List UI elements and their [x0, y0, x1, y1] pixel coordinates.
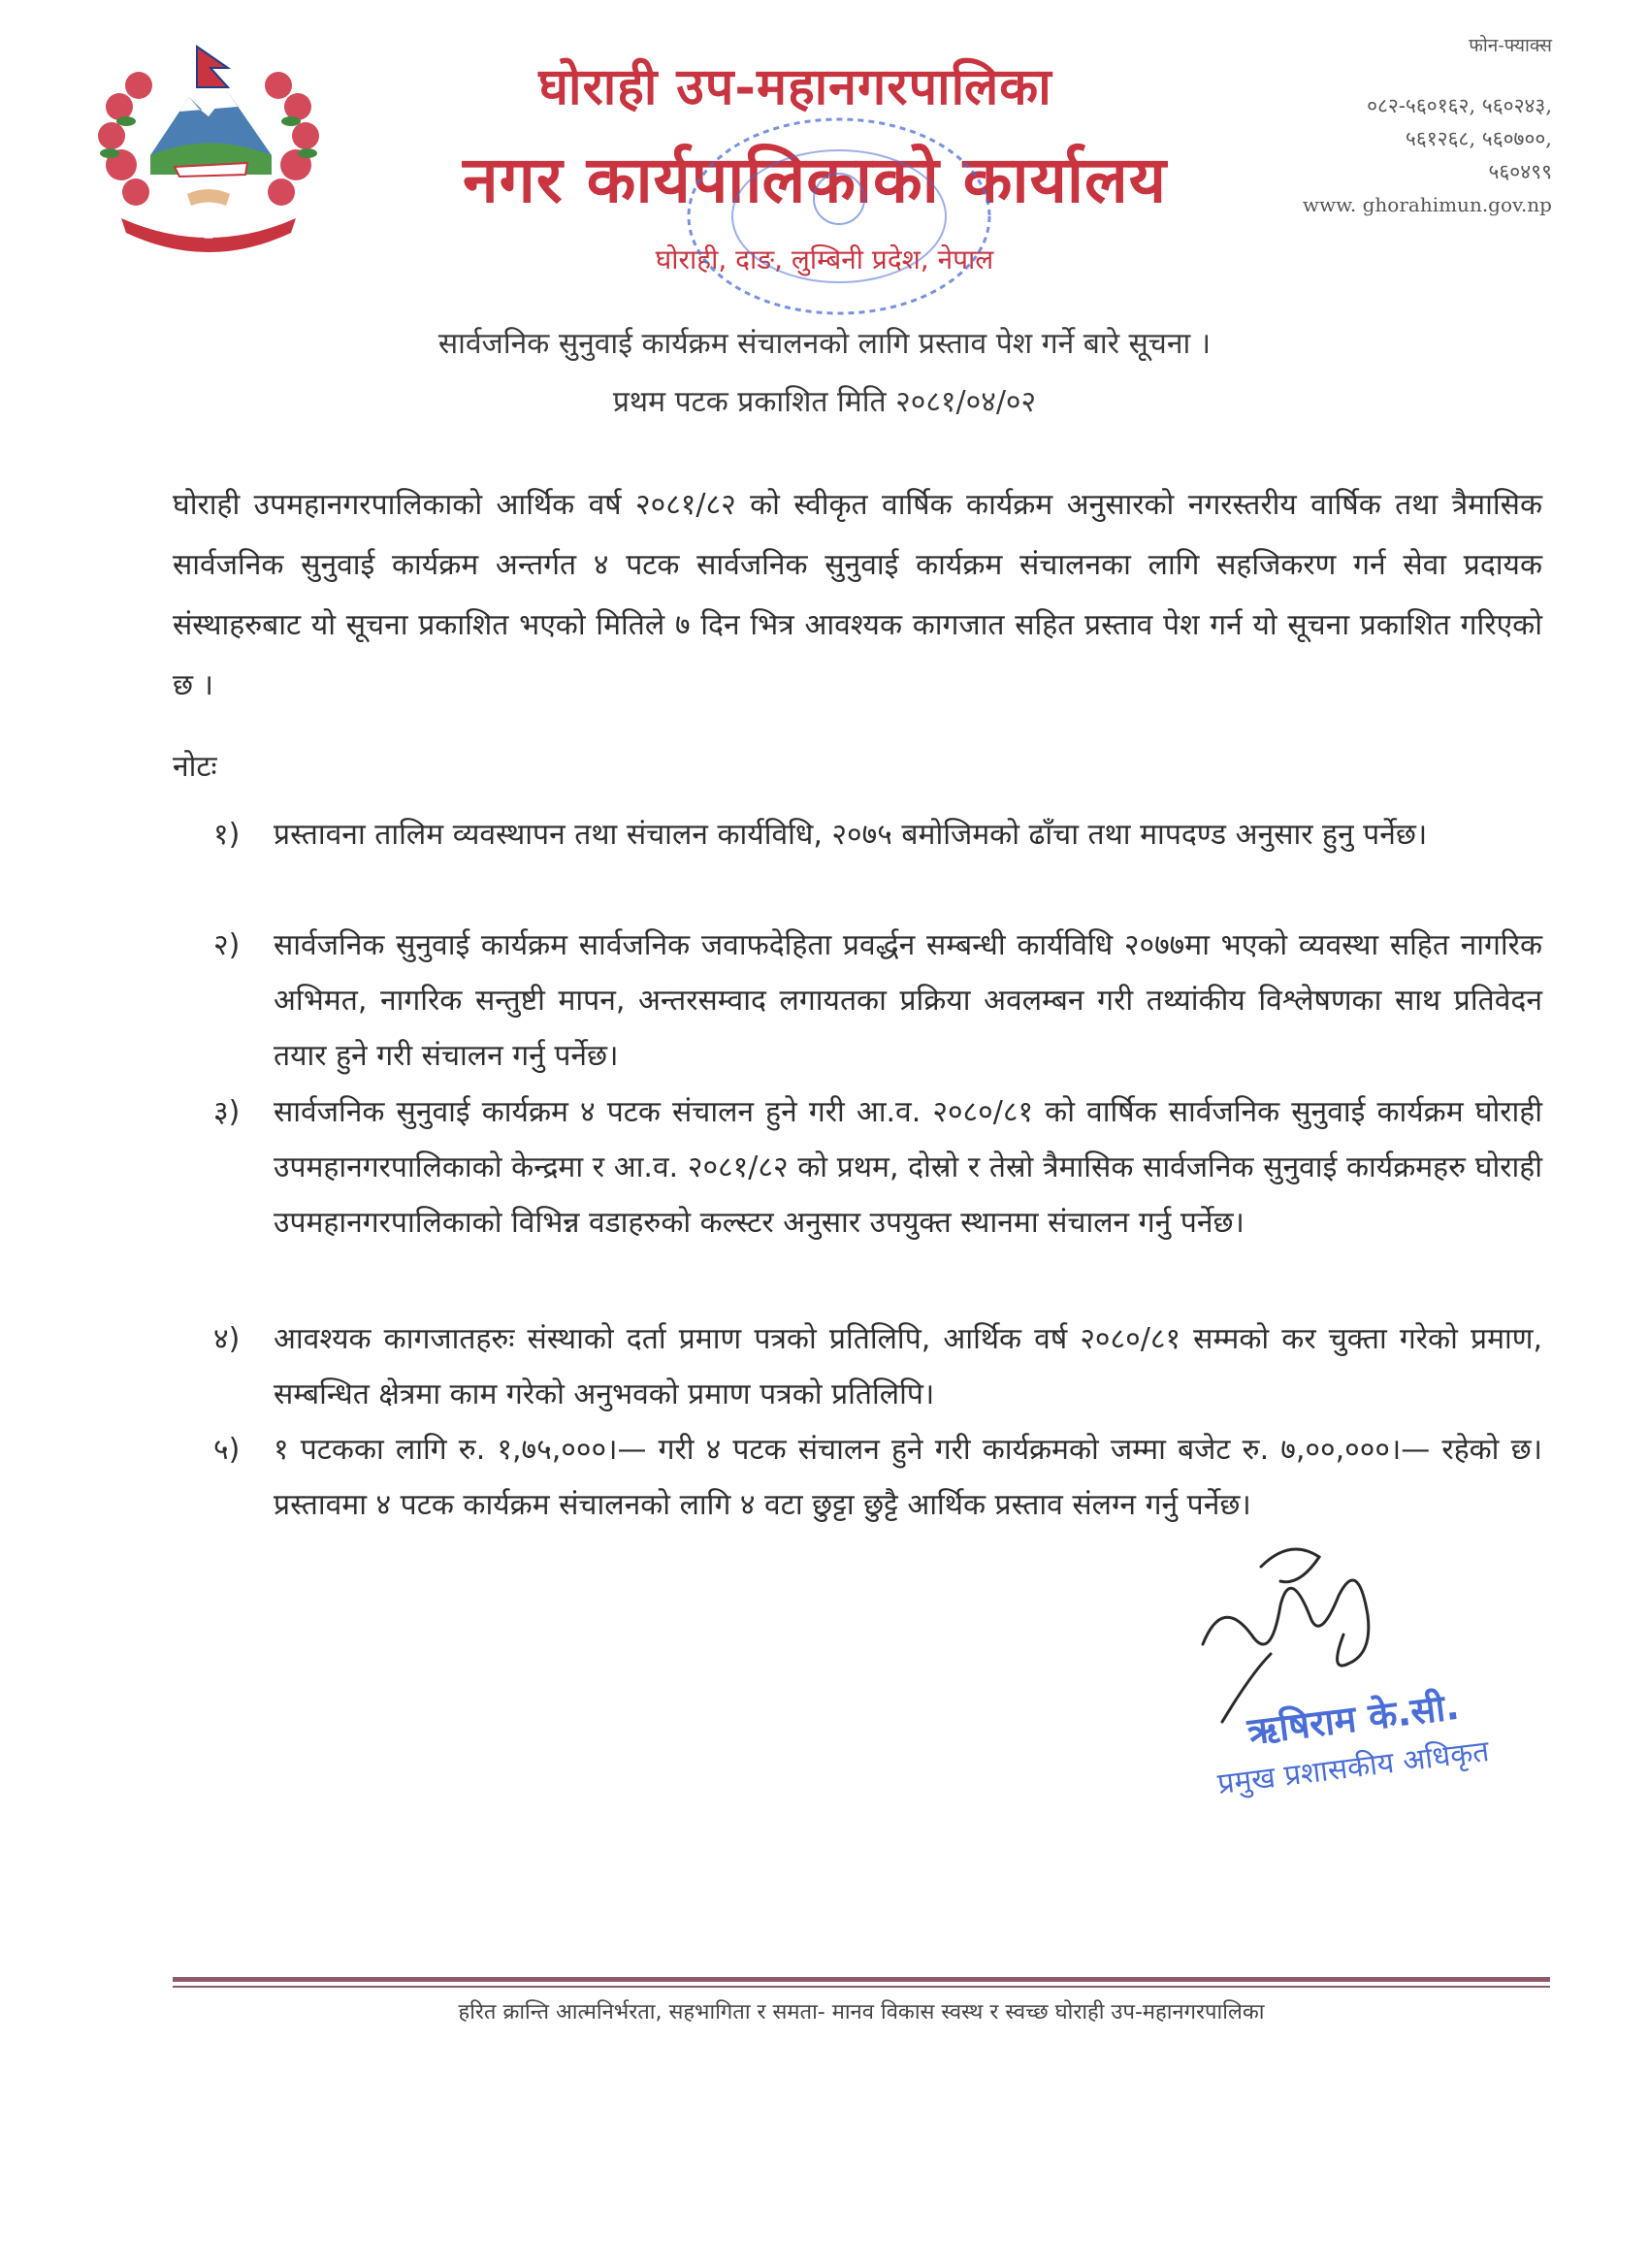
note-item	[213, 1085, 1542, 1250]
note-text: सार्वजनिक सुनुवाई कार्यक्रम ४ पटक संचालन हुने गरी आ.व. २०८०/८१ को वार्षिक सार्वजनिक सुनुवाई कार्यक्रम घोराही उपमहानगरपालिकाको केन्द्रमा र आ.व. २०८१/८२ को प्रथम, दोस्रो र तेस्रो त्रैमासिक सार्वजनिक सुनुवाई कार्यक्रमहरु घोराही उपमहानगरपालिकाको विभिन्न वडाहरुको कल्स्टर अनुसार उपयुक्त स्थानमा संचालन गर्नु पर्नेछ।	[274, 1095, 1542, 1240]
signatory-name: ऋषिराम के.सी.	[1245, 1684, 1462, 1754]
note-text: आवश्यक कागजातहरुः संस्थाको दर्ता प्रमाण पत्रको प्रतिलिपि, आर्थिक वर्ष २०८०/८१ सम्मको कर चुक्ता गरेको प्रमाण, सम्बन्धित क्षेत्रमा काम गरेको अनुभवको प्रमाण पत्रको प्रतिलिपि।	[274, 1322, 1542, 1411]
office-address: घोराही, दाङ, लुम्बिनी प्रदेश, नेपाल	[655, 243, 994, 275]
svg-text:—: —	[204, 233, 213, 243]
contact-block	[1203, 29, 1552, 221]
note-item	[213, 1312, 1542, 1422]
note-number: १)	[213, 818, 241, 852]
note-item	[213, 918, 1542, 1084]
website-link[interactable]: www. ghorahimun.gov.np	[1302, 193, 1552, 216]
signatory-title: प्रमुख प्रशासकीय अधिकृत	[1215, 1733, 1492, 1802]
phone-numbers-line3: ५६०४९९	[1488, 160, 1552, 183]
nepal-emblem-icon	[82, 39, 335, 262]
note-number: ४)	[213, 1322, 241, 1356]
note-number: ३)	[213, 1095, 241, 1129]
footer-divider	[173, 1986, 1550, 1988]
phone-numbers-line2: ५६१२६८, ५६०७००,	[1405, 127, 1552, 150]
organization-name: घोराही उप-महानगरपालिका	[538, 57, 1052, 116]
official-stamp-icon	[669, 102, 1009, 330]
phone-fax-label: फोन-फ्याक्स	[1469, 35, 1552, 56]
note-number: ५)	[213, 1433, 241, 1467]
footer-divider	[173, 1977, 1550, 1982]
note-item	[213, 1422, 1542, 1533]
footer-motto: हरित क्रान्ति आत्मनिर्भरता, सहभागिता र समता- मानव विकास स्वस्थ र स्वच्छ घोराही उप-महानगरपालिका	[458, 2000, 1265, 2025]
notice-body: घोराही उपमहानगरपालिकाको आर्थिक वर्ष २०८१/८२ को स्वीकृत वार्षिक कार्यक्रम अनुसारको नगरस्तरीय वार्षिक तथा त्रैमासिक सार्वजनिक सुनुवाई कार्यक्रम अन्तर्गत ४ पटक सार्वजनिक सुनुवाई कार्यक्रम संचालनका लागि सहजिकरण गर्न सेवा प्रदायक संस्थाहरुबाट यो सूचना प्रकाशित भएको मितिले ७ दिन भित्र आवश्यक कागजात सहित प्रस्ताव पेश गर्न यो सूचना प्रकाशित गरिएको छ ।	[173, 488, 1542, 702]
note-number: २)	[213, 928, 241, 962]
note-text: सार्वजनिक सुनुवाई कार्यक्रम सार्वजनिक जवाफदेहिता प्रवर्द्धन सम्बन्धी कार्यविधि २०७७मा भएको व्यवस्था सहित नागरिक अभिमत, नागरिक सन्तुष्टी मापन, अन्तरसम्वाद लगायतका प्रक्रिया अवलम्बन गरी तथ्यांकीय विश्लेषणका साथ प्रतिवेदन तयार हुने गरी संचालन गर्नु पर्नेछ।	[274, 928, 1542, 1073]
notice-subject: सार्वजनिक सुनुवाई कार्यक्रम संचालनको लागि प्रस्ताव पेश गर्ने बारे सूचना ।	[437, 327, 1212, 361]
office-name: नगर कार्यपालिकाको कार्यालय	[463, 142, 1167, 217]
note-item	[213, 807, 1542, 862]
note-text: १ पटकका लागि रु. १,७५,०००।— गरी ४ पटक संचालन हुने गरी कार्यक्रमको जम्मा बजेट रु. ७,००,०००।— रहेको छ।प्रस्तावमा ४ पटक कार्यक्रम संचालनको लागि ४ वटा छुट्टा छुट्टै आर्थिक प्रस्ताव संलग्न गर्नु पर्नेछ।	[274, 1433, 1542, 1522]
first-published-date: प्रथम पटक प्रकाशित मिति २०८१/०४/०२	[612, 385, 1037, 419]
note-heading: नोटः	[173, 750, 217, 784]
phone-numbers-line1: ०८२-५६०१६२, ५६०२४३,	[1367, 94, 1552, 117]
note-text: प्रस्तावना तालिम व्यवस्थापन तथा संचालन कार्यविधि, २०७५ बमोजिमको ढाँचा तथा मापदण्ड अनुसार हुनु पर्नेछ।	[274, 818, 1428, 852]
